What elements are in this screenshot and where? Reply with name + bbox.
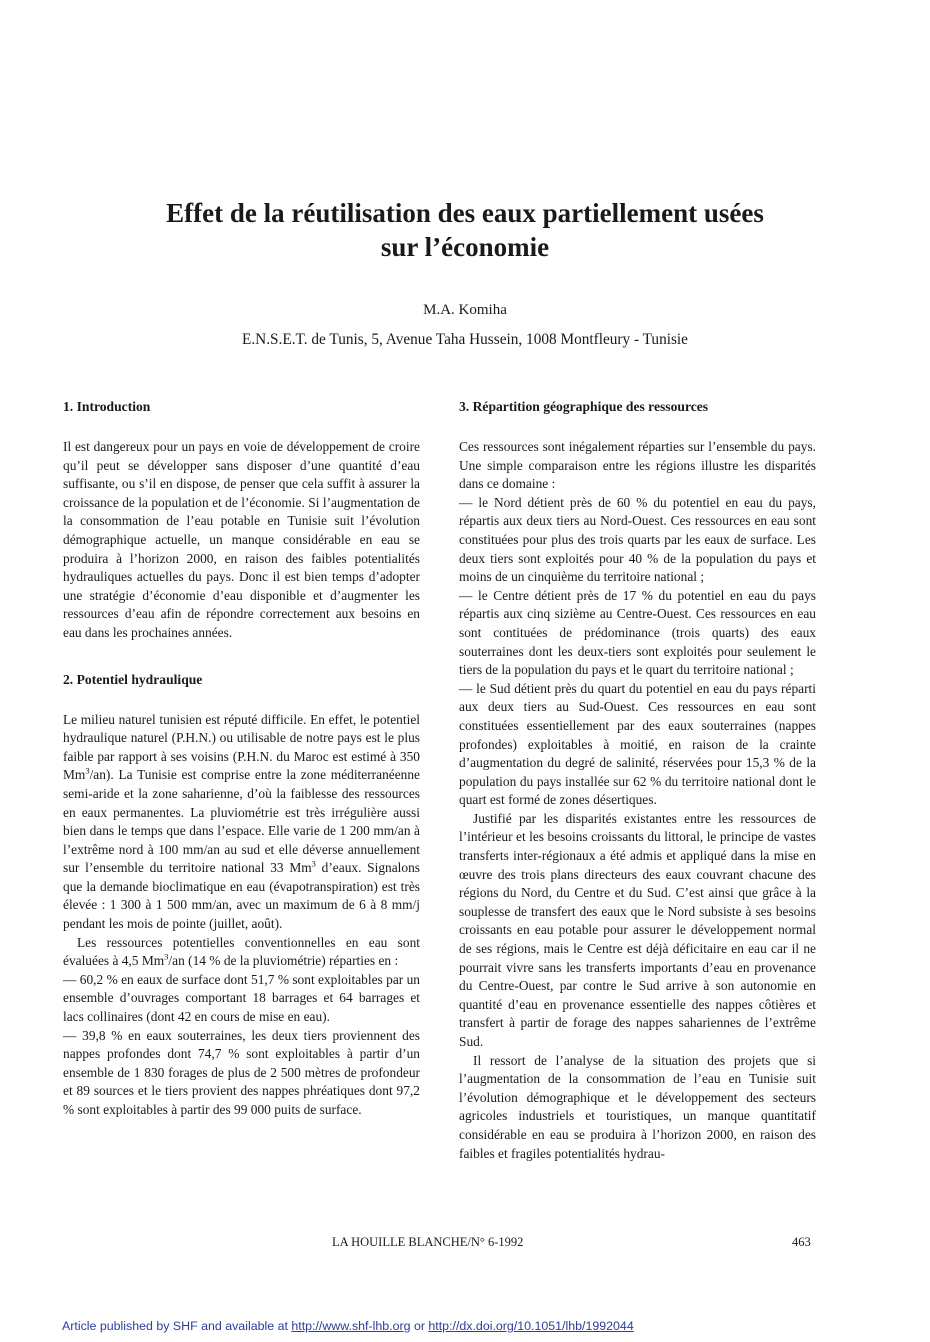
- right-column: [459, 398, 816, 1163]
- doi-link[interactable]: http://dx.doi.org/10.1051/lhb/1992044: [428, 1319, 634, 1333]
- journal-footer: LA HOUILLE BLANCHE/N° 6-1992: [332, 1235, 524, 1249]
- page-number: 463: [792, 1235, 811, 1249]
- article-title: [40, 196, 890, 264]
- repartition-bullet-sud: — le Sud détient près du quart du potentiel en eau du pays réparti aux deux tiers au Sud-Ouest. Ces ressources en eau sont constituées essentiellement par des eaux souterraines (nappes profondes) exploitables à moitié, en raison de la crainte d’augmentation du degré de salinité, réservées pour 15,3 % de la population du pays installée sur 62 % du territoire national dont le quart est formé de zones désertiques.: [459, 680, 816, 808]
- title-line-2: sur l’économie: [380, 232, 550, 262]
- publication-notice: Article published by SHF and available at http://www.shf-lhb.org or http://dx.doi.org/10.1051/lhb/1992044: [62, 1319, 634, 1333]
- shf-lhb-link[interactable]: http://www.shf-lhb.org: [291, 1319, 411, 1333]
- repartition-paragraph-2: Justifié par les disparités existantes entre les ressources de l’intérieur et les besoins croissants du littoral, le principe de vastes transferts inter-régionaux a été admis et appliqué dans la mise en œuvre des trois plans directeurs des eaux couvrant chacune des régions du Nord, du Centre et du Sud. C’est ainsi que grâce à la souplesse de transfert des eaux que le Nord subsiste à ses besoins croissants en eau potable pour assurer le développement normal de ses régions, mais le Centre est déjà déficitaire en eau car il ne pourrait vivre sans les transferts importants d’eau en provenance du Centre-Ouest, par contre le Sud arrive à son autonomie en quantité d’eau en provenance essentielle des nappes côtières et transfert à partir de forage des nappes sahariennes de l’extrême Sud.: [459, 810, 816, 1049]
- repartition-paragraph-1: Ces ressources sont inégalement réparties sur l’ensemble du pays. Une simple comparaison entre les régions illustre les disparités dans ce domaine :: [459, 439, 816, 492]
- potentiel-bullet-souterraines: — 39,8 % en eaux souterraines, les deux tiers proviennent des nappes profondes dont 74,7 % sont exploitables à partir d’un ensemble de 1 830 forages de plus de 2 500 mètres de profondeur et 89 sources et le tiers provient des nappes phréatiques dont 97,2 % sont exploitables à partir des 99 000 puits de surface.: [63, 1027, 420, 1117]
- left-column: [63, 398, 420, 1120]
- repartition-paragraph-3: Il ressort de l’analyse de la situation des projets que si l’augmentation de la consommation de l’eau en Tunisie suit l’évolution démographique et le développement des secteurs agricoles industriels et touristiques, un manque quantitatif considérable en eau se produira à l’horizon 2000, en raison des faibles et fragiles potentialités hydrau-: [459, 1052, 816, 1161]
- potentiel-paragraph-2: Les ressources potentielles conventionnelles en eau sont évaluées à 4,5 Mm$^3$/an (14 % de la pluviométrie) réparties en :: [63, 934, 420, 969]
- potentiel-paragraph-1: Le milieu naturel tunisien est réputé difficile. En effet, le potentiel hydraulique naturel (P.H.N.) ou utilisable de notre pays est le plus faible par rapport à ses voisins (P.H.N. du Maroc est estimé à 350 Mm$^3$/an). La Tunisie est comprise entre la zone méditerranéenne semi-aride et la zone saharienne, d’où la faiblesse des ressources en eaux permanentes. La pluviométrie est très irrégulière aussi bien dans le temps que dans l’espace. Elle varie de 1 200 mm/an à l’extrême nord à 100 mm/an au sud et elle déverse annuellement sur l’ensemble du territoire national 33 Mm$^3$ d’eaux. Signalons que la demande bioclimatique en eau (évapotranspiration) est très élevée : 1 300 à 1 500 mm/an, avec un maximum de 6 à 8 mm/j pendant les mois de pointe (juillet, août).: [63, 711, 420, 932]
- repartition-bullet-centre: — le Centre détient près de 17 % du potentiel en eau du pays répartis aux cinq sizième au Centre-Ouest. Ces ressources en eau sont contituées de prédominance (trois quarts) des eaux souterraines dont les deux-tiers sont exploités pour seulement le tiers de la population du pays et le quart du territoire national ;: [459, 587, 816, 678]
- section-heading-introduction: 1. Introduction: [63, 399, 151, 414]
- author-affiliation: E.N.S.E.T. de Tunis, 5, Avenue Taha Hussein, 1008 Montfleury - Tunisie: [242, 331, 688, 348]
- author-name: M.A. Komiha: [423, 302, 507, 318]
- section-heading-repartition: 3. Répartition géographique des ressources: [459, 399, 709, 414]
- title-line-1: Effet de la réutilisation des eaux partiellement usées: [166, 198, 764, 228]
- potentiel-bullet-surface: — 60,2 % en eaux de surface dont 51,7 % sont exploitables par un ensemble d’ouvrages comportant 18 barrages et 64 barrages et lacs collinaires (dont 42 en cours de mise en eau).: [63, 971, 420, 1025]
- section-heading-potentiel: 2. Potentiel hydraulique: [63, 671, 203, 687]
- repartition-bullet-nord: — le Nord détient près de 60 % du potentiel en eau du pays, répartis aux deux tiers au Nord-Ouest. Ces ressources en eau sont constituées pour plus des trois quarts par les eaux de surface. Les deux tiers sont exploités pour 40 % de la population du pays et moins de un cinquième du territoire national ;: [459, 494, 816, 585]
- introduction-paragraph: Il est dangereux pour un pays en voie de développement de croire qu’il peut se développer sans disposer d’une quantité d’eau suffisante, ou s’il en dispose, de penser que cela suffit à assurer la croissance de la population et de l’économie. Si l’augmentation de la consommation de l’eau potable en Tunisie suit l’évolution démographique actuelle, un manque considérable en eau se produira à l’horizon 2000, en raison des faibles potentialités hydrauliques actuelles du pays. Donc il est bien temps d’adopter une stratégie d’économie d’eau disponible et d’augmenter les ressources d’eau afin de répondre correctement aux besoins en eau dans les prochaines années.: [63, 439, 420, 640]
